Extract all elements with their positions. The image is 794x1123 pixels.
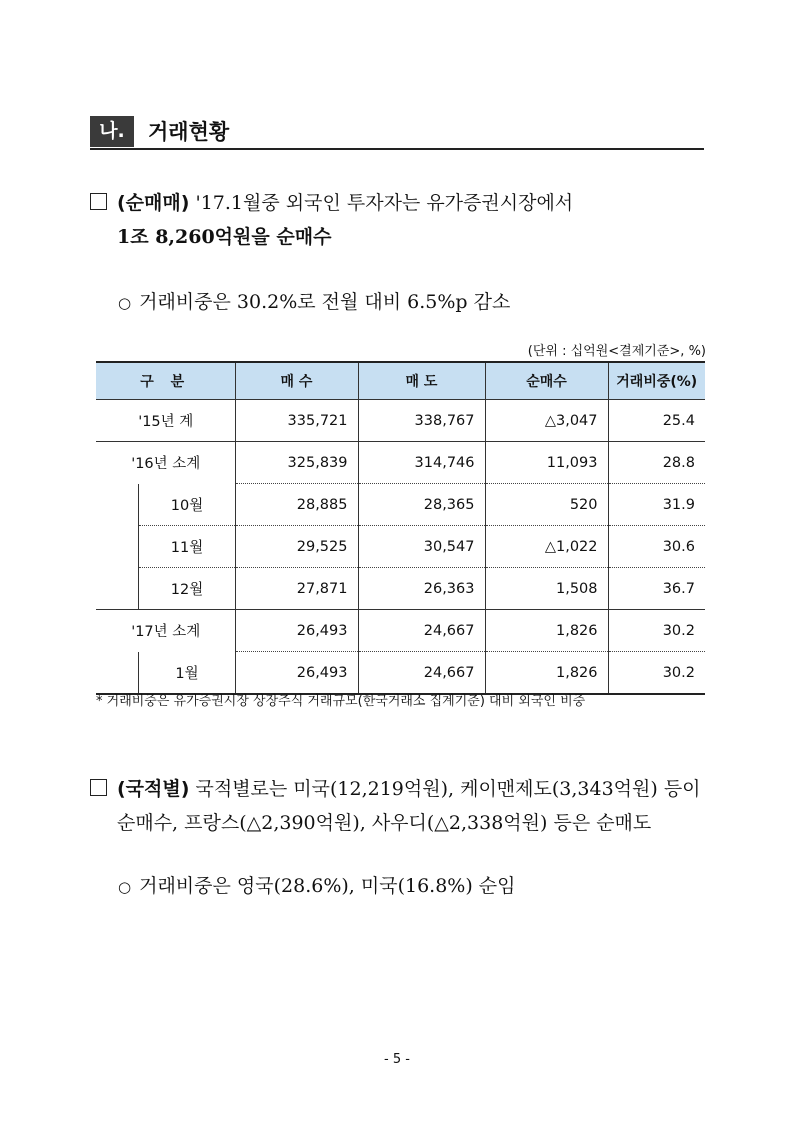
- cell-net: 520: [485, 484, 608, 526]
- row-label: 10월: [138, 484, 235, 526]
- paragraph-label: (국적별): [117, 778, 190, 800]
- cell-net: △3,047: [485, 400, 608, 442]
- header-net: 순매수: [485, 362, 608, 400]
- cell-net: 1,826: [485, 610, 608, 652]
- cell-buy: 29,525: [235, 526, 358, 568]
- row-label: 11월: [138, 526, 235, 568]
- cell-share: 30.2: [608, 610, 705, 652]
- bullet-nationality-share: [118, 871, 708, 902]
- cell-share: 36.7: [608, 568, 705, 610]
- paragraph-line2: 순매수, 프랑스(△2,390억원), 사우디(△2,338억원) 등은 순매도: [117, 812, 652, 834]
- row-label: '17년 소계: [131, 624, 201, 641]
- cell-net: △1,022: [485, 526, 608, 568]
- cell-share: 30.6: [608, 526, 705, 568]
- row-label: 1월: [138, 652, 235, 695]
- table-unit: (단위 : 십억원<결제기준>, %): [527, 344, 706, 359]
- cell-sell: 338,767: [358, 400, 485, 442]
- cell-buy: 325,839: [235, 442, 358, 484]
- paragraph-line2: 1조 8,260억원을 순매수: [117, 226, 332, 248]
- circle-bullet-icon: ○: [118, 878, 132, 896]
- cell-sell: 24,667: [358, 610, 485, 652]
- cell-buy: 26,493: [235, 610, 358, 652]
- header-buy: 매 수: [235, 362, 358, 400]
- table-row: [96, 484, 705, 526]
- paragraph-label: (순매매): [117, 192, 190, 214]
- paragraph-line1: '17.1월중 외국인 투자자는 유가증권시장에서: [195, 192, 574, 214]
- table-row: [96, 568, 705, 610]
- paragraph-line1: 국적별로는 미국(12,219억원), 케이맨제도(3,343억원) 등이: [195, 778, 701, 800]
- paragraph-net-trading: [90, 186, 706, 254]
- checkbox-square-icon: [90, 193, 107, 210]
- section-heading: [90, 116, 704, 150]
- cell-share: 28.8: [608, 442, 705, 484]
- cell-buy: 26,493: [235, 652, 358, 695]
- cell-sell: 30,547: [358, 526, 485, 568]
- cell-sell: 28,365: [358, 484, 485, 526]
- cell-sell: 26,363: [358, 568, 485, 610]
- page-number: - 5 -: [384, 1052, 410, 1067]
- table-footnote: * 거래비중은 유가증권시장 상장주식 거래규모(한국거래소 집계기준) 대비 외국인 비중: [96, 694, 586, 709]
- cell-net: 11,093: [485, 442, 608, 484]
- header-share: 거래비중(%): [608, 362, 705, 400]
- section-title: 거래현황: [148, 120, 230, 144]
- circle-bullet-icon: ○: [118, 294, 132, 312]
- bullet-text: 거래비중은 30.2%로 전월 대비 6.5%p 감소: [139, 291, 511, 313]
- row-label: '15년 계: [96, 400, 235, 442]
- header-category: 구 분: [96, 362, 235, 400]
- header-sell: 매 도: [358, 362, 485, 400]
- cell-buy: 27,871: [235, 568, 358, 610]
- table-row: [96, 442, 705, 484]
- row-label: 12월: [138, 568, 235, 610]
- table-row: [96, 610, 705, 652]
- cell-buy: 335,721: [235, 400, 358, 442]
- cell-net: 1,826: [485, 652, 608, 695]
- table-row: [96, 652, 705, 695]
- cell-buy: 28,885: [235, 484, 358, 526]
- section-number: 나.: [90, 116, 134, 147]
- table-row: [96, 400, 705, 442]
- table-row: [96, 526, 705, 568]
- cell-share: 25.4: [608, 400, 705, 442]
- bullet-text: 거래비중은 영국(28.6%), 미국(16.8%) 순임: [139, 875, 516, 897]
- cell-share: 31.9: [608, 484, 705, 526]
- cell-share: 30.2: [608, 652, 705, 695]
- checkbox-square-icon: [90, 779, 107, 796]
- table-header-row: [96, 362, 705, 400]
- bullet-trading-share: [118, 287, 708, 318]
- cell-net: 1,508: [485, 568, 608, 610]
- row-label: '16년 소계: [131, 456, 201, 473]
- cell-sell: 24,667: [358, 652, 485, 695]
- trading-table: [96, 361, 705, 695]
- paragraph-by-nationality: [90, 772, 706, 840]
- cell-sell: 314,746: [358, 442, 485, 484]
